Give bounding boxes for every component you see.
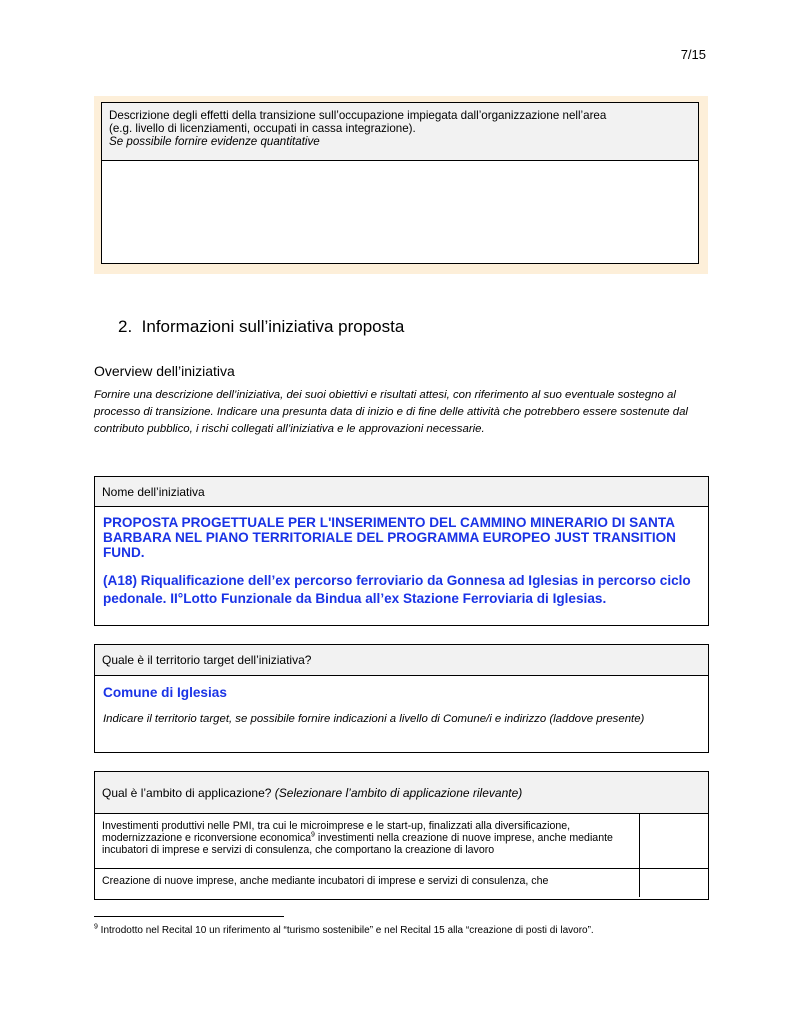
effects-description-box (94, 96, 708, 274)
effects-line-1: Descrizione degli effetti della transizione sull’occupazione impiegata dall’organizzazione nell’area (109, 109, 607, 122)
scope-header (95, 772, 708, 814)
overview-description: Fornire una descrizione dell’iniziativa, dei suoi obiettivi e risultati attesi, con riferimento al suo eventuale sostegno al processo di transizione. Indicare una presunta data di inizio e di fine delle attività che potrebbero essere sostenute dal contributo pubblico, i rischi collegati all’iniziativa e le approvazioni necessarie. (94, 389, 688, 435)
initiative-name-header: Nome dell’iniziativa (95, 477, 708, 507)
footnote (94, 925, 594, 936)
territory-header: Quale è il territorio target dell’iniziativa? (95, 645, 708, 676)
initiative-name-table (94, 476, 709, 626)
territory-field[interactable] (95, 676, 708, 726)
footnote-divider (94, 916, 284, 917)
section-heading (118, 317, 404, 337)
territory-table (94, 644, 709, 753)
scope-checkbox-1[interactable] (640, 814, 708, 868)
footnote-ref[interactable]: 9 (311, 831, 315, 839)
territory-value: Comune di Iglesias (103, 685, 227, 700)
section-title: Informazioni sull’iniziativa proposta (141, 317, 405, 336)
footnote-number: 9 (94, 923, 98, 931)
initiative-subtitle: (A18) Riqualificazione dell’ex percorso ferroviario da Gonnesa ad Iglesias in percorso ciclo pedonale. II°Lotto Funzionale da Bindua all’ex Stazione Ferroviaria di Iglesias. (103, 573, 691, 606)
scope-checkbox-2[interactable] (640, 869, 708, 897)
effects-description-header (102, 103, 698, 161)
effects-line-2: (e.g. livello di licenziamenti, occupati in cassa integrazione). (109, 122, 416, 135)
overview-title: Overview dell’iniziativa (94, 363, 235, 379)
initiative-name-field[interactable] (95, 507, 708, 608)
scope-row1-text-a: Investimenti produttivi nelle PMI, tra cui le microimprese e le start-up, finalizzati alla diversificazione, modernizzazione e riconversione economica (102, 820, 571, 844)
effects-line-3: Se possibile fornire evidenze quantitative (109, 135, 320, 148)
scope-header-note: (Selezionare l’ambito di applicazione rilevante) (274, 785, 523, 800)
scope-option-label: Creazione di nuove imprese, anche mediante incubatori di imprese e servizi di consulenza, che (95, 869, 640, 897)
scope-row1-text-b: investimenti nella creazione di nuove imprese, anche mediante incubatori di imprese e servizi di consulenza, che comportano la creazione di lavoro (102, 832, 613, 856)
scope-row (95, 869, 708, 897)
effects-answer-field[interactable] (102, 161, 698, 261)
section-number: 2. (118, 317, 133, 336)
territory-note: Indicare il territorio target, se possibile fornire indicazioni a livello di Comune/i e indirizzo (laddove presente) (103, 713, 645, 725)
page-number: 7/15 (680, 47, 706, 62)
scope-row (95, 814, 708, 869)
footnote-text: Introdotto nel Recital 10 un riferimento al “turismo sostenibile” e nel Recital 15 alla “creazione di posti di lavoro”. (97, 925, 594, 936)
effects-description-table (101, 102, 699, 264)
scope-table (94, 771, 709, 900)
initiative-name: PROPOSTA PROGETTUALE PER L'INSERIMENTO DEL CAMMINO MINERARIO DI SANTA BARBARA NEL PIANO TERRITORIALE DEL PROGRAMMA EUROPEO JUST TRANSITION FUND. (103, 515, 676, 560)
scope-option-label (95, 814, 640, 868)
scope-header-text: Qual è l’ambito di applicazione? (102, 785, 272, 800)
